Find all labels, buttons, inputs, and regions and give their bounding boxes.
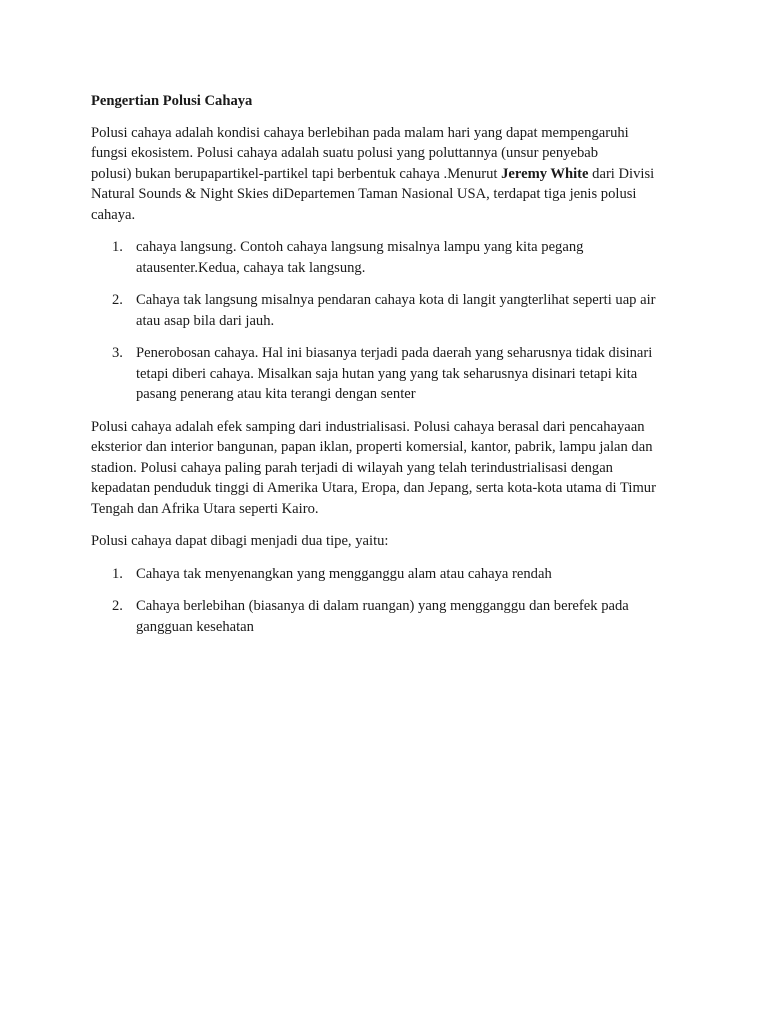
list-item-line: Cahaya tak menyenangkan yang mengganggu alam atau cahaya rendah bbox=[136, 565, 552, 582]
paragraph-text: dari Divisi bbox=[588, 165, 655, 182]
list-item bbox=[91, 596, 683, 637]
list-item-line: Penerobosan cahaya. Hal ini biasanya terjadi pada daerah yang seharusnya tidak disinari bbox=[136, 345, 653, 361]
two-types-list bbox=[91, 564, 683, 638]
light-pollution-types-list bbox=[91, 237, 683, 405]
paragraph-line bbox=[91, 164, 683, 185]
list-item-line: atau asap bila dari jauh. bbox=[136, 312, 275, 329]
list-number: 2. bbox=[112, 292, 123, 308]
paragraph-line: eksterior dan interior bangunan, papan iklan, properti komersial, kantor, pabrik, lampu jalan dan bbox=[91, 439, 653, 455]
list-item bbox=[91, 343, 683, 405]
list-item-line: gangguan kesehatan bbox=[136, 618, 254, 635]
list-number: 1. bbox=[112, 565, 123, 582]
list-item-line: tetapi diberi cahaya. Misalkan saja hutan yang yang tak seharusnya disinari tetapi kita bbox=[136, 365, 638, 382]
paragraph-line: kepadatan penduduk tinggi di Amerika Utara, Eropa, dan Jepang, serta kota-kota utama di Timur bbox=[91, 480, 656, 496]
paragraph-industrialization bbox=[91, 417, 683, 520]
document-body bbox=[91, 91, 683, 649]
list-item-line: atausenter.Kedua, cahaya tak langsung. bbox=[136, 259, 366, 276]
list-item-line: pasang penerang atau kita terangi dengan senter bbox=[136, 386, 416, 402]
list-item-line: cahaya langsung. Contoh cahaya langsung misalnya lampu yang kita pegang bbox=[136, 239, 584, 255]
paragraph-line: stadion. Polusi cahaya paling parah terjadi di wilayah yang telah terindustrialisasi dengan bbox=[91, 459, 613, 476]
paragraph-text: polusi) bukan berupapartikel-partikel tapi berbentuk cahaya .Menurut bbox=[91, 165, 502, 182]
list-number: 3. bbox=[112, 345, 123, 361]
document-title: Pengertian Polusi Cahaya bbox=[91, 93, 253, 109]
paragraph-line: Polusi cahaya adalah kondisi cahaya berlebihan pada malam hari yang dapat mempengaruhi bbox=[91, 124, 629, 141]
list-number: 2. bbox=[112, 598, 123, 614]
list-item bbox=[91, 564, 683, 585]
paragraph-line: fungsi ekosistem. Polusi cahaya adalah suatu polusi yang poluttannya (unsur penyebab bbox=[91, 145, 599, 161]
list-item-line: Cahaya tak langsung misalnya pendaran cahaya kota di langit yangterlihat seperti uap air bbox=[136, 292, 656, 308]
list-number: 1. bbox=[112, 239, 123, 255]
paragraph-line: Tengah dan Afrika Utara seperti Kairo. bbox=[91, 500, 319, 517]
list-item-line: Cahaya berlebihan (biasanya di dalam ruangan) yang mengganggu dan berefek pada bbox=[136, 598, 629, 614]
list-item bbox=[91, 237, 683, 278]
paragraph-line: Natural Sounds & Night Skies diDepartemen Taman Nasional USA, terdapat tiga jenis polusi bbox=[91, 186, 637, 202]
paragraph-types-intro: Polusi cahaya dapat dibagi menjadi dua tipe, yaitu: bbox=[91, 533, 389, 549]
paragraph-intro bbox=[91, 123, 683, 226]
paragraph-line: cahaya. bbox=[91, 206, 136, 223]
paragraph-line: Polusi cahaya adalah efek samping dari industrialisasi. Polusi cahaya berasal dari pencahayaan bbox=[91, 418, 645, 435]
list-item bbox=[91, 290, 683, 331]
author-name: Jeremy White bbox=[501, 165, 589, 182]
